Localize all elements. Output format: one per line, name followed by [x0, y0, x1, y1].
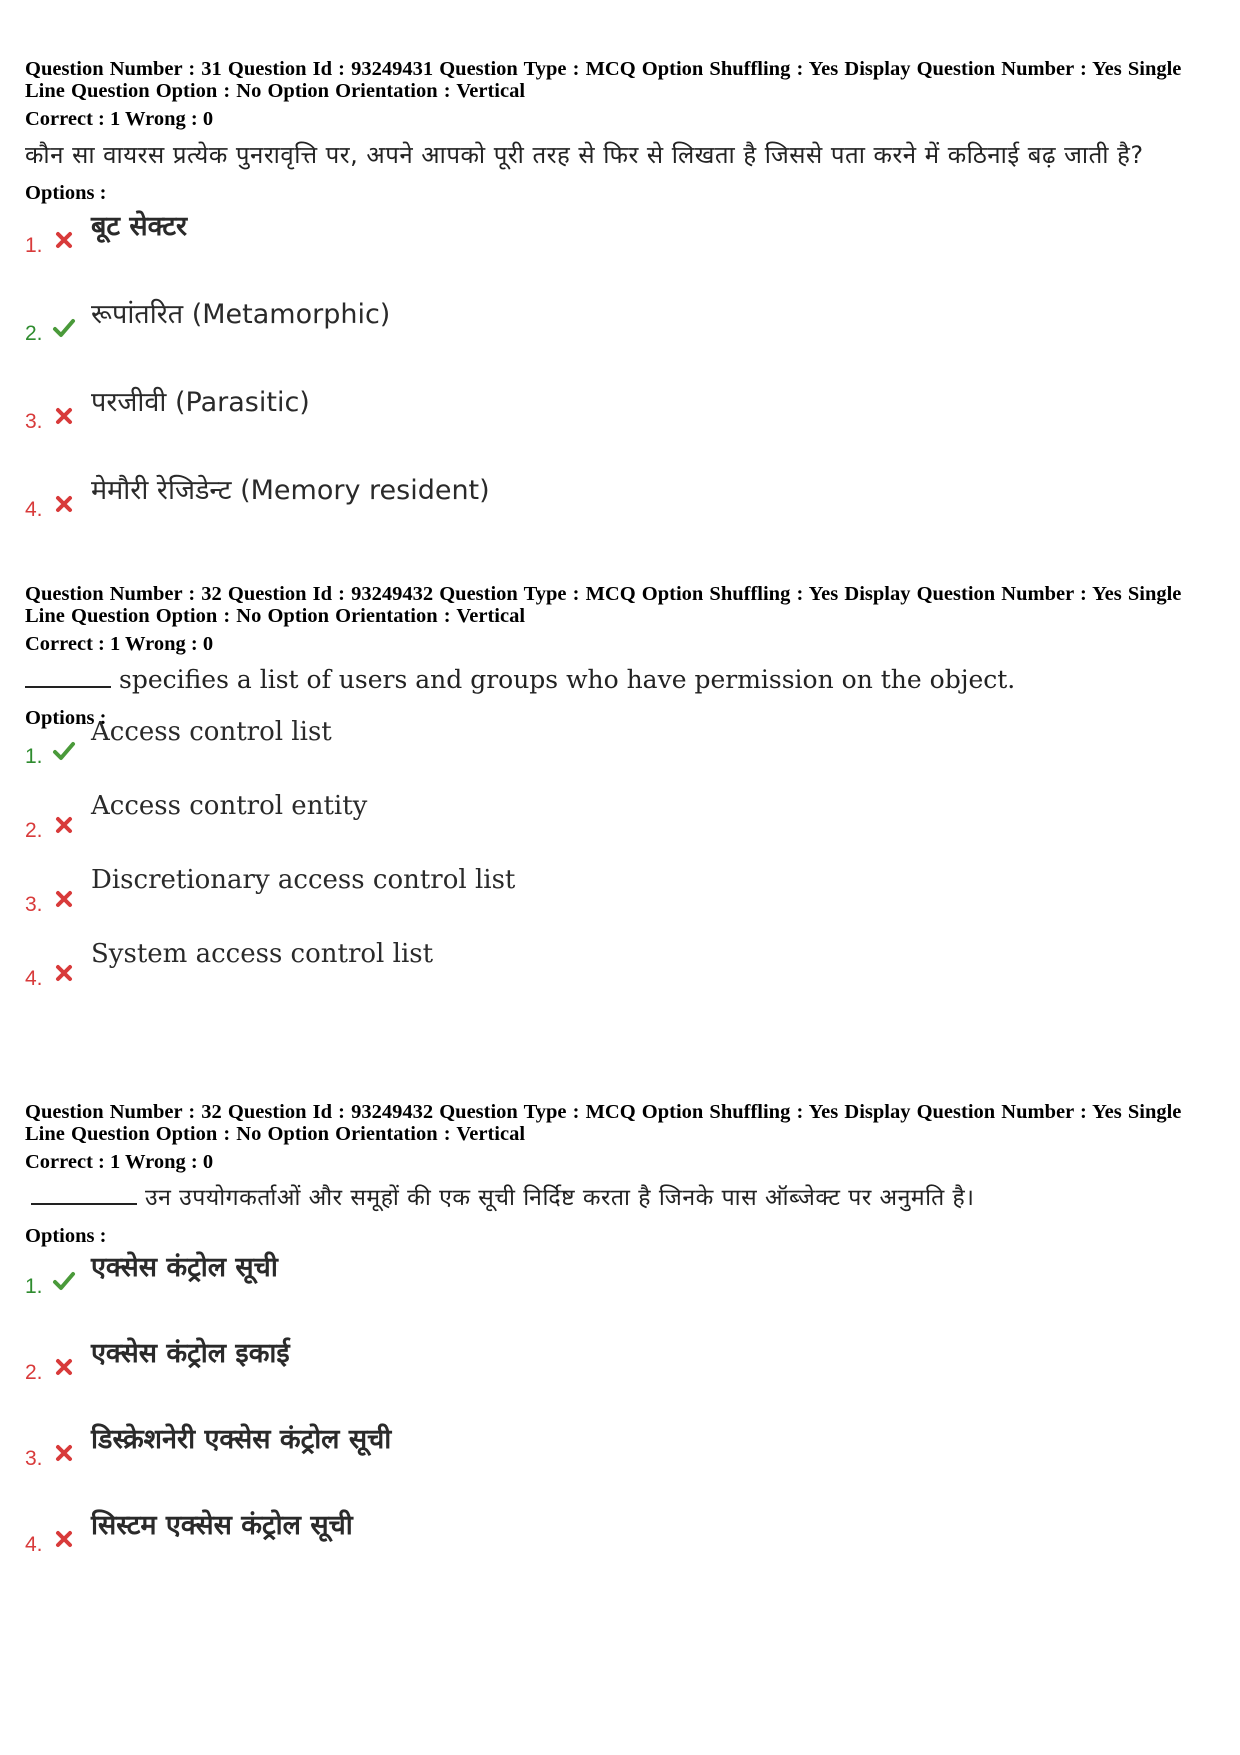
- option-text: सिस्टम एक्सेस कंट्रोल सूची: [91, 1510, 353, 1541]
- cross-icon: [52, 887, 76, 911]
- check-icon: [52, 1269, 76, 1293]
- question-block: [25, 1101, 1215, 1583]
- question-text: [25, 661, 1215, 699]
- option-text: बूट सेक्टर: [91, 211, 188, 242]
- option-item: [25, 1239, 1215, 1325]
- option-number: 3.: [25, 1447, 43, 1470]
- cross-icon: [52, 228, 76, 252]
- answer-blank: [25, 662, 111, 688]
- option-text: एक्सेस कंट्रोल इकाई: [91, 1338, 290, 1369]
- option-item: [25, 286, 1215, 374]
- options-list: [25, 709, 1215, 1005]
- option-item: [25, 1497, 1215, 1583]
- check-icon: [52, 316, 76, 340]
- option-item: [25, 374, 1215, 462]
- cross-icon: [52, 492, 76, 516]
- option-number: 2.: [25, 819, 43, 842]
- question-text: कौन सा वायरस प्रत्येक पुनरावृत्ति पर, अपने आपको पूरी तरह से फिर से लिखता है जिससे पता करने में कठिनाई बढ़ जाती है?: [25, 141, 1144, 169]
- option-item: [25, 857, 1215, 931]
- option-number: 1.: [25, 745, 43, 768]
- option-text: डिस्क्रेशनेरी एक्सेस कंट्रोल सूची: [91, 1424, 392, 1455]
- option-number: 1.: [25, 234, 43, 257]
- check-icon: [52, 739, 76, 763]
- answer-blank: [31, 1179, 137, 1205]
- question-block: [25, 583, 1215, 1101]
- option-number: 2.: [25, 322, 43, 345]
- question-text-body: specifies a list of users and groups who have permission on the object.: [119, 665, 1016, 694]
- option-number: 3.: [25, 893, 43, 916]
- options-label: Options :: [25, 707, 107, 729]
- option-number: 1.: [25, 1275, 43, 1298]
- option-text: मेमौरी रेजिडेन्ट (Memory resident): [91, 475, 490, 506]
- question-score: Correct : 1 Wrong : 0: [25, 1151, 214, 1173]
- question-paper: [25, 58, 1215, 1583]
- option-text: रूपांतरित (Metamorphic): [91, 299, 391, 330]
- cross-icon: [52, 813, 76, 837]
- option-number: 4.: [25, 498, 43, 521]
- cross-icon: [52, 1527, 76, 1551]
- question-score: Correct : 1 Wrong : 0: [25, 108, 214, 130]
- options-list: [25, 1239, 1215, 1583]
- option-item: [25, 462, 1215, 550]
- options-label: Options :: [25, 1225, 107, 1247]
- option-number: 4.: [25, 1533, 43, 1556]
- option-text: एक्सेस कंट्रोल सूची: [91, 1252, 278, 1283]
- question-text: [25, 1179, 1215, 1217]
- question-meta: Question Number : 31 Question Id : 93249431 Question Type : MCQ Option Shuffling : Yes Display Question Number : Yes Single Line Question Option : No Option Orientation : Vertical: [25, 58, 1182, 102]
- option-item: [25, 931, 1215, 1005]
- cross-icon: [52, 404, 76, 428]
- option-text: Access control list: [91, 717, 332, 747]
- question-text-body: उन उपयोगकर्ताओं और समूहों की एक सूची निर्दिष्ट करता है जिनके पास ऑब्जेक्ट पर अनुमति है।: [145, 1185, 975, 1211]
- options-label: Options :: [25, 182, 107, 204]
- question-score: Correct : 1 Wrong : 0: [25, 633, 214, 655]
- cross-icon: [52, 1355, 76, 1379]
- option-item: [25, 709, 1215, 783]
- option-item: [25, 1411, 1215, 1497]
- option-item: [25, 1325, 1215, 1411]
- cross-icon: [52, 1441, 76, 1465]
- question-block: [25, 58, 1215, 583]
- option-number: 2.: [25, 1361, 43, 1384]
- question-meta: Question Number : 32 Question Id : 93249432 Question Type : MCQ Option Shuffling : Yes Display Question Number : Yes Single Line Question Option : No Option Orientation : Vertical: [25, 1101, 1182, 1145]
- option-text: System access control list: [91, 939, 434, 969]
- option-number: 4.: [25, 967, 43, 990]
- cross-icon: [52, 961, 76, 985]
- question-meta: Question Number : 32 Question Id : 93249432 Question Type : MCQ Option Shuffling : Yes Display Question Number : Yes Single Line Question Option : No Option Orientation : Vertical: [25, 583, 1182, 627]
- options-list: [25, 198, 1215, 550]
- option-text: परजीवी (Parasitic): [91, 387, 310, 418]
- option-item: [25, 198, 1215, 286]
- option-item: [25, 783, 1215, 857]
- option-text: Discretionary access control list: [91, 865, 516, 895]
- option-number: 3.: [25, 410, 43, 433]
- option-text: Access control entity: [91, 791, 368, 821]
